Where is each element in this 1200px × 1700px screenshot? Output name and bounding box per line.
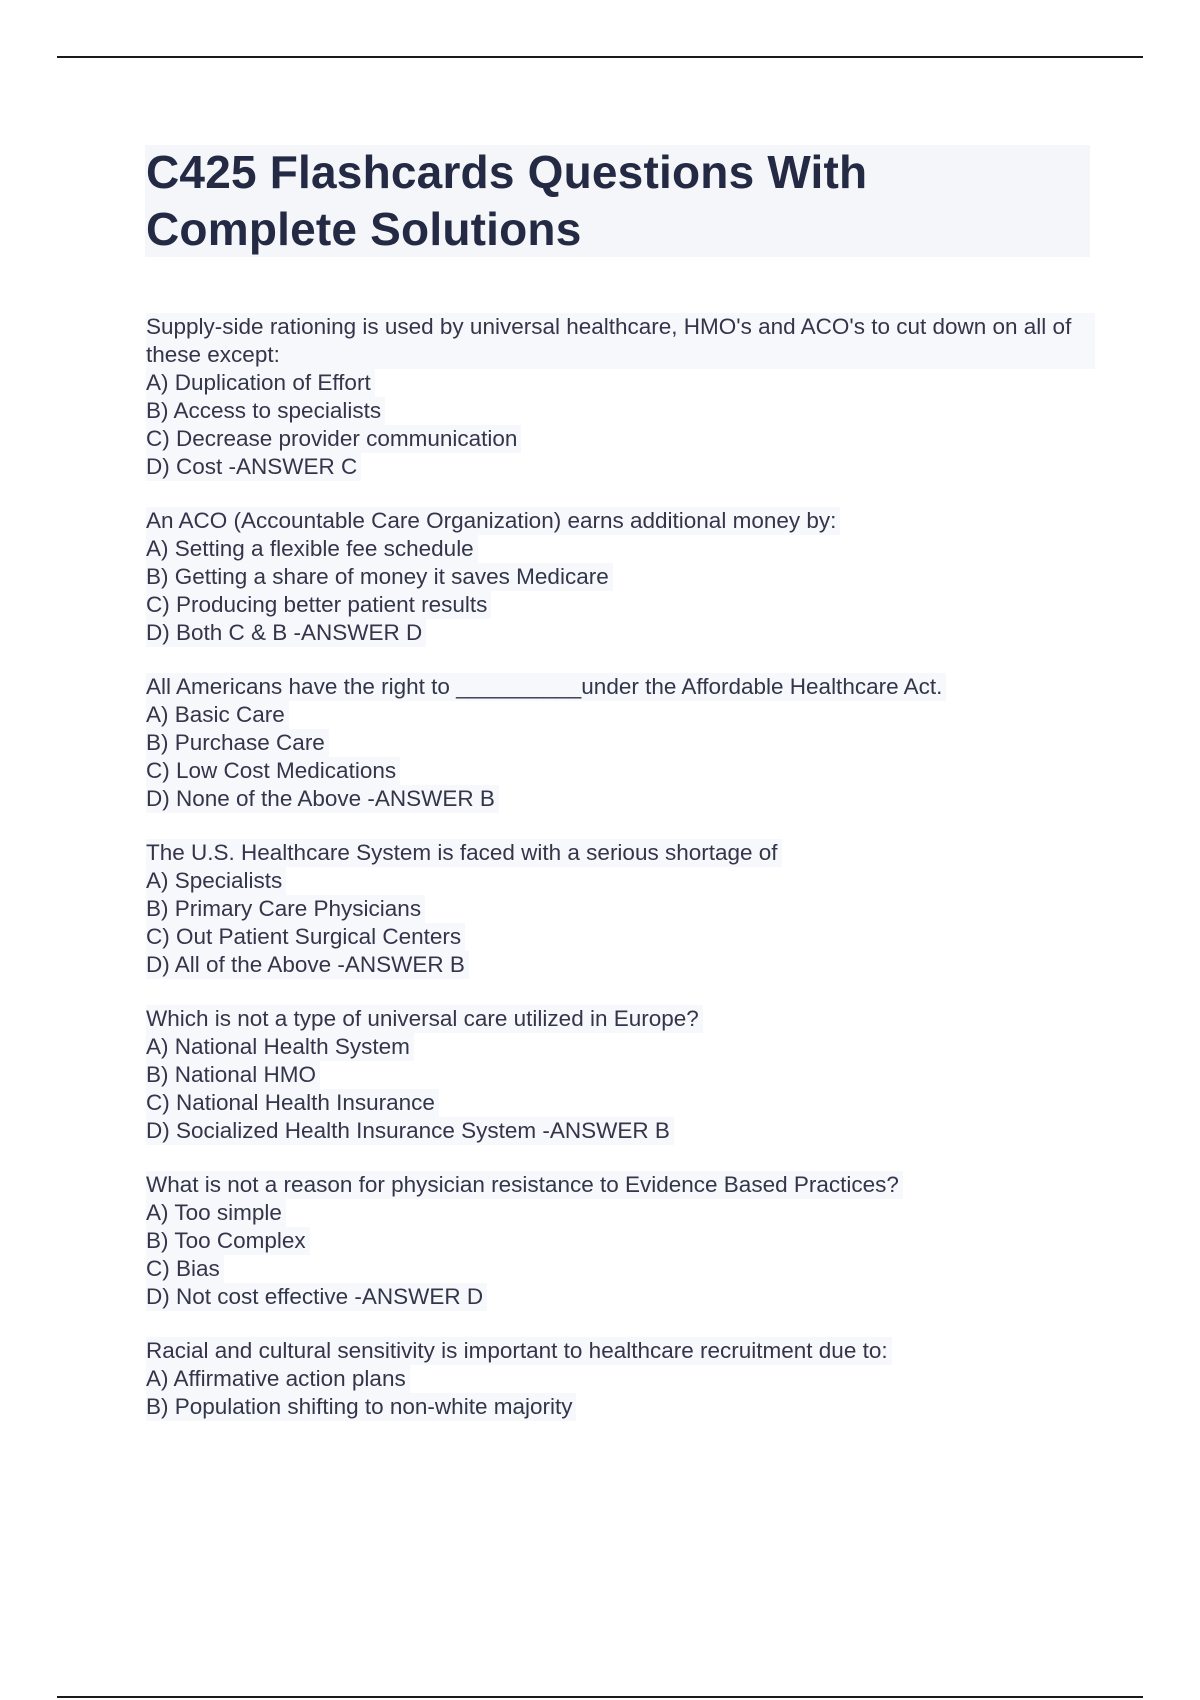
answer-option: A) Duplication of Effort xyxy=(146,369,375,397)
question-text: Racial and cultural sensitivity is important to healthcare recruitment due to: xyxy=(146,1337,892,1365)
question-text: All Americans have the right to __________under the Affordable Healthcare Act. xyxy=(146,673,946,701)
answer-option: B) Primary Care Physicians xyxy=(146,895,425,923)
answer-option: D) All of the Above -ANSWER B xyxy=(146,951,469,979)
question-text: Which is not a type of universal care utilized in Europe? xyxy=(146,1005,703,1033)
question-block xyxy=(146,507,1096,647)
question-block xyxy=(146,839,1096,979)
question-text: Supply-side rationing is used by universal healthcare, HMO's and ACO's to cut down on all of these except: xyxy=(146,313,1095,369)
header-rule xyxy=(57,56,1143,58)
answer-option: C) Bias xyxy=(146,1255,224,1283)
answer-option: D) None of the Above -ANSWER B xyxy=(146,785,499,813)
question-block xyxy=(146,1171,1096,1311)
question-block xyxy=(146,1005,1096,1145)
question-text: What is not a reason for physician resistance to Evidence Based Practices? xyxy=(146,1171,903,1199)
answer-option: C) National Health Insurance xyxy=(146,1089,439,1117)
answer-option: C) Low Cost Medications xyxy=(146,757,400,785)
answer-option: C) Producing better patient results xyxy=(146,591,491,619)
answer-option: B) Too Complex xyxy=(146,1227,310,1255)
answer-option: D) Not cost effective -ANSWER D xyxy=(146,1283,487,1311)
answer-option: B) Purchase Care xyxy=(146,729,329,757)
answer-option: B) Access to specialists xyxy=(146,397,385,425)
question-list xyxy=(146,313,1096,1447)
answer-option: B) National HMO xyxy=(146,1061,320,1089)
answer-option: D) Cost -ANSWER C xyxy=(146,453,361,481)
question-text: An ACO (Accountable Care Organization) earns additional money by: xyxy=(146,507,840,535)
answer-option: B) Getting a share of money it saves Medicare xyxy=(146,563,613,591)
answer-option: A) Basic Care xyxy=(146,701,289,729)
question-text: The U.S. Healthcare System is faced with a serious shortage of xyxy=(146,839,782,867)
answer-option: C) Out Patient Surgical Centers xyxy=(146,923,465,951)
footer-rule xyxy=(57,1696,1143,1698)
answer-option: A) National Health System xyxy=(146,1033,414,1061)
document-title: C425 Flashcards Questions With Complete Solutions xyxy=(146,146,868,255)
answer-option: B) Population shifting to non-white majority xyxy=(146,1393,576,1421)
answer-option: A) Affirmative action plans xyxy=(146,1365,410,1393)
answer-option: D) Socialized Health Insurance System -ANSWER B xyxy=(146,1117,674,1145)
answer-option: C) Decrease provider communication xyxy=(146,425,521,453)
question-block xyxy=(146,313,1096,481)
question-block xyxy=(146,1337,1096,1421)
answer-option: A) Too simple xyxy=(146,1199,286,1227)
answer-option: A) Setting a flexible fee schedule xyxy=(146,535,478,563)
question-block xyxy=(146,673,1096,813)
answer-option: D) Both C & B -ANSWER D xyxy=(146,619,426,647)
answer-option: A) Specialists xyxy=(146,867,286,895)
